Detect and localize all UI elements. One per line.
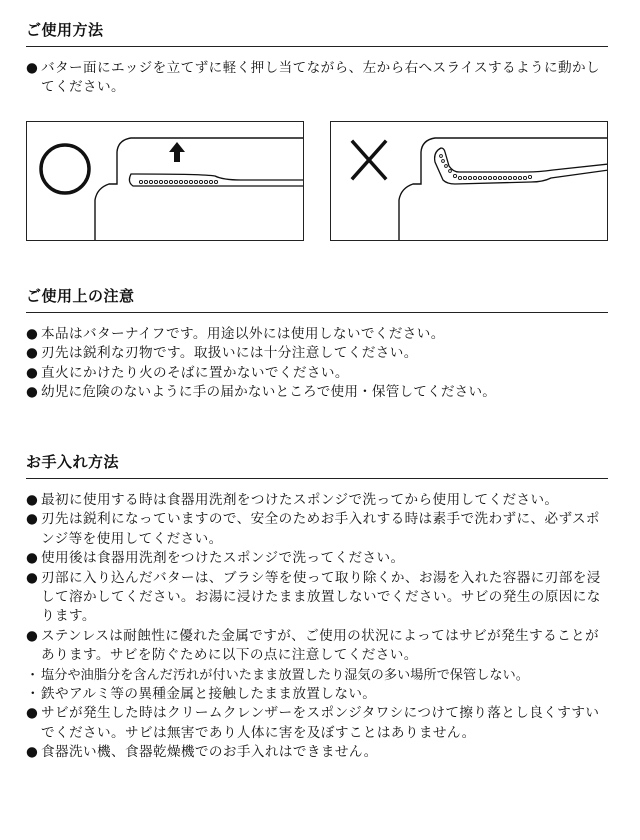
care-list — [26, 491, 608, 763]
correct-circle-icon — [41, 145, 89, 193]
knife-serration — [139, 180, 217, 183]
usage-heading: ご使用方法 — [26, 21, 104, 39]
incorrect-usage-drawing — [331, 122, 608, 241]
care-item: ● 使用後は食器用洗剤をつけたスポンジで洗ってください。 — [26, 550, 405, 567]
caution-section — [26, 286, 608, 403]
care-item: ● ステンレスは耐蝕性に優れた金属ですが、ご使用の状況によってはサビが発生することがあります。サビを防ぐために以下の点に注意してください。 — [26, 627, 600, 664]
care-divider — [26, 478, 608, 479]
incorrect-usage-illustration — [330, 121, 608, 241]
correct-usage-illustration — [26, 121, 304, 241]
care-item: ● サビが発生した時はクリームクレンザーをスポンジタワシにつけて擦り落とし良くすすいでください。サビは無害であり人体に害を及ぼすことはありません。 — [26, 705, 600, 741]
care-subitem: ・ 塩分や油脂分を含んだ汚れが付いたまま放置したり湿気の多い場所で保管しない。 — [26, 667, 529, 683]
cross-mark-icon — [353, 142, 385, 178]
knife-serration — [440, 155, 532, 180]
care-item: ● 刃部に入り込んだバターは、ブラシ等を使って取り除くか、お湯を入れた容器に刃部を浸して溶かしてください。お湯に浸けたまま放置しないでください。サビの発生の原因になります。 — [26, 569, 601, 625]
caution-item: ● 刃先は鋭利な刃物です。取扱いには十分注意してください。 — [26, 345, 418, 362]
correct-usage-drawing — [27, 122, 304, 241]
arrow-up-icon — [169, 142, 185, 162]
caution-item: ● 本品はバターナイフです。用途以外には使用しないでください。 — [26, 326, 445, 342]
caution-item: ● 直火にかけたり火のそばに置かないでください。 — [26, 364, 349, 381]
care-item: ● 最初に使用する時は食器用洗剤をつけたスポンジで洗ってから使用してください。 — [26, 492, 559, 508]
usage-section — [26, 20, 608, 98]
usage-list — [26, 59, 608, 98]
butter-block-outline — [95, 138, 304, 241]
caution-list — [26, 325, 608, 403]
care-section — [26, 452, 608, 763]
care-subitem: ・ 鉄やアルミ等の異種金属と接触したまま放置しない。 — [26, 686, 377, 703]
caution-item: ● 幼児に危険のないように手の届かないところで使用・保管してください。 — [26, 384, 497, 401]
usage-item: ● バター面にエッジを立てずに軽く押し当てながら、左から右へスライスするように動かしてください。 — [26, 60, 600, 96]
care-item: ● 刃先は鋭利になっていますので、安全のためお手入れする時は素手で洗わずに、必ずスポンジ等を使用してください。 — [26, 511, 600, 547]
caution-divider — [26, 312, 608, 313]
butter-block-outline — [399, 138, 608, 241]
care-item: ● 食器洗い機、食器乾燥機でのお手入れはできません。 — [26, 744, 378, 761]
caution-heading: ご使用上の注意 — [26, 287, 135, 305]
usage-divider — [26, 46, 608, 47]
care-heading: お手入れ方法 — [26, 453, 120, 471]
